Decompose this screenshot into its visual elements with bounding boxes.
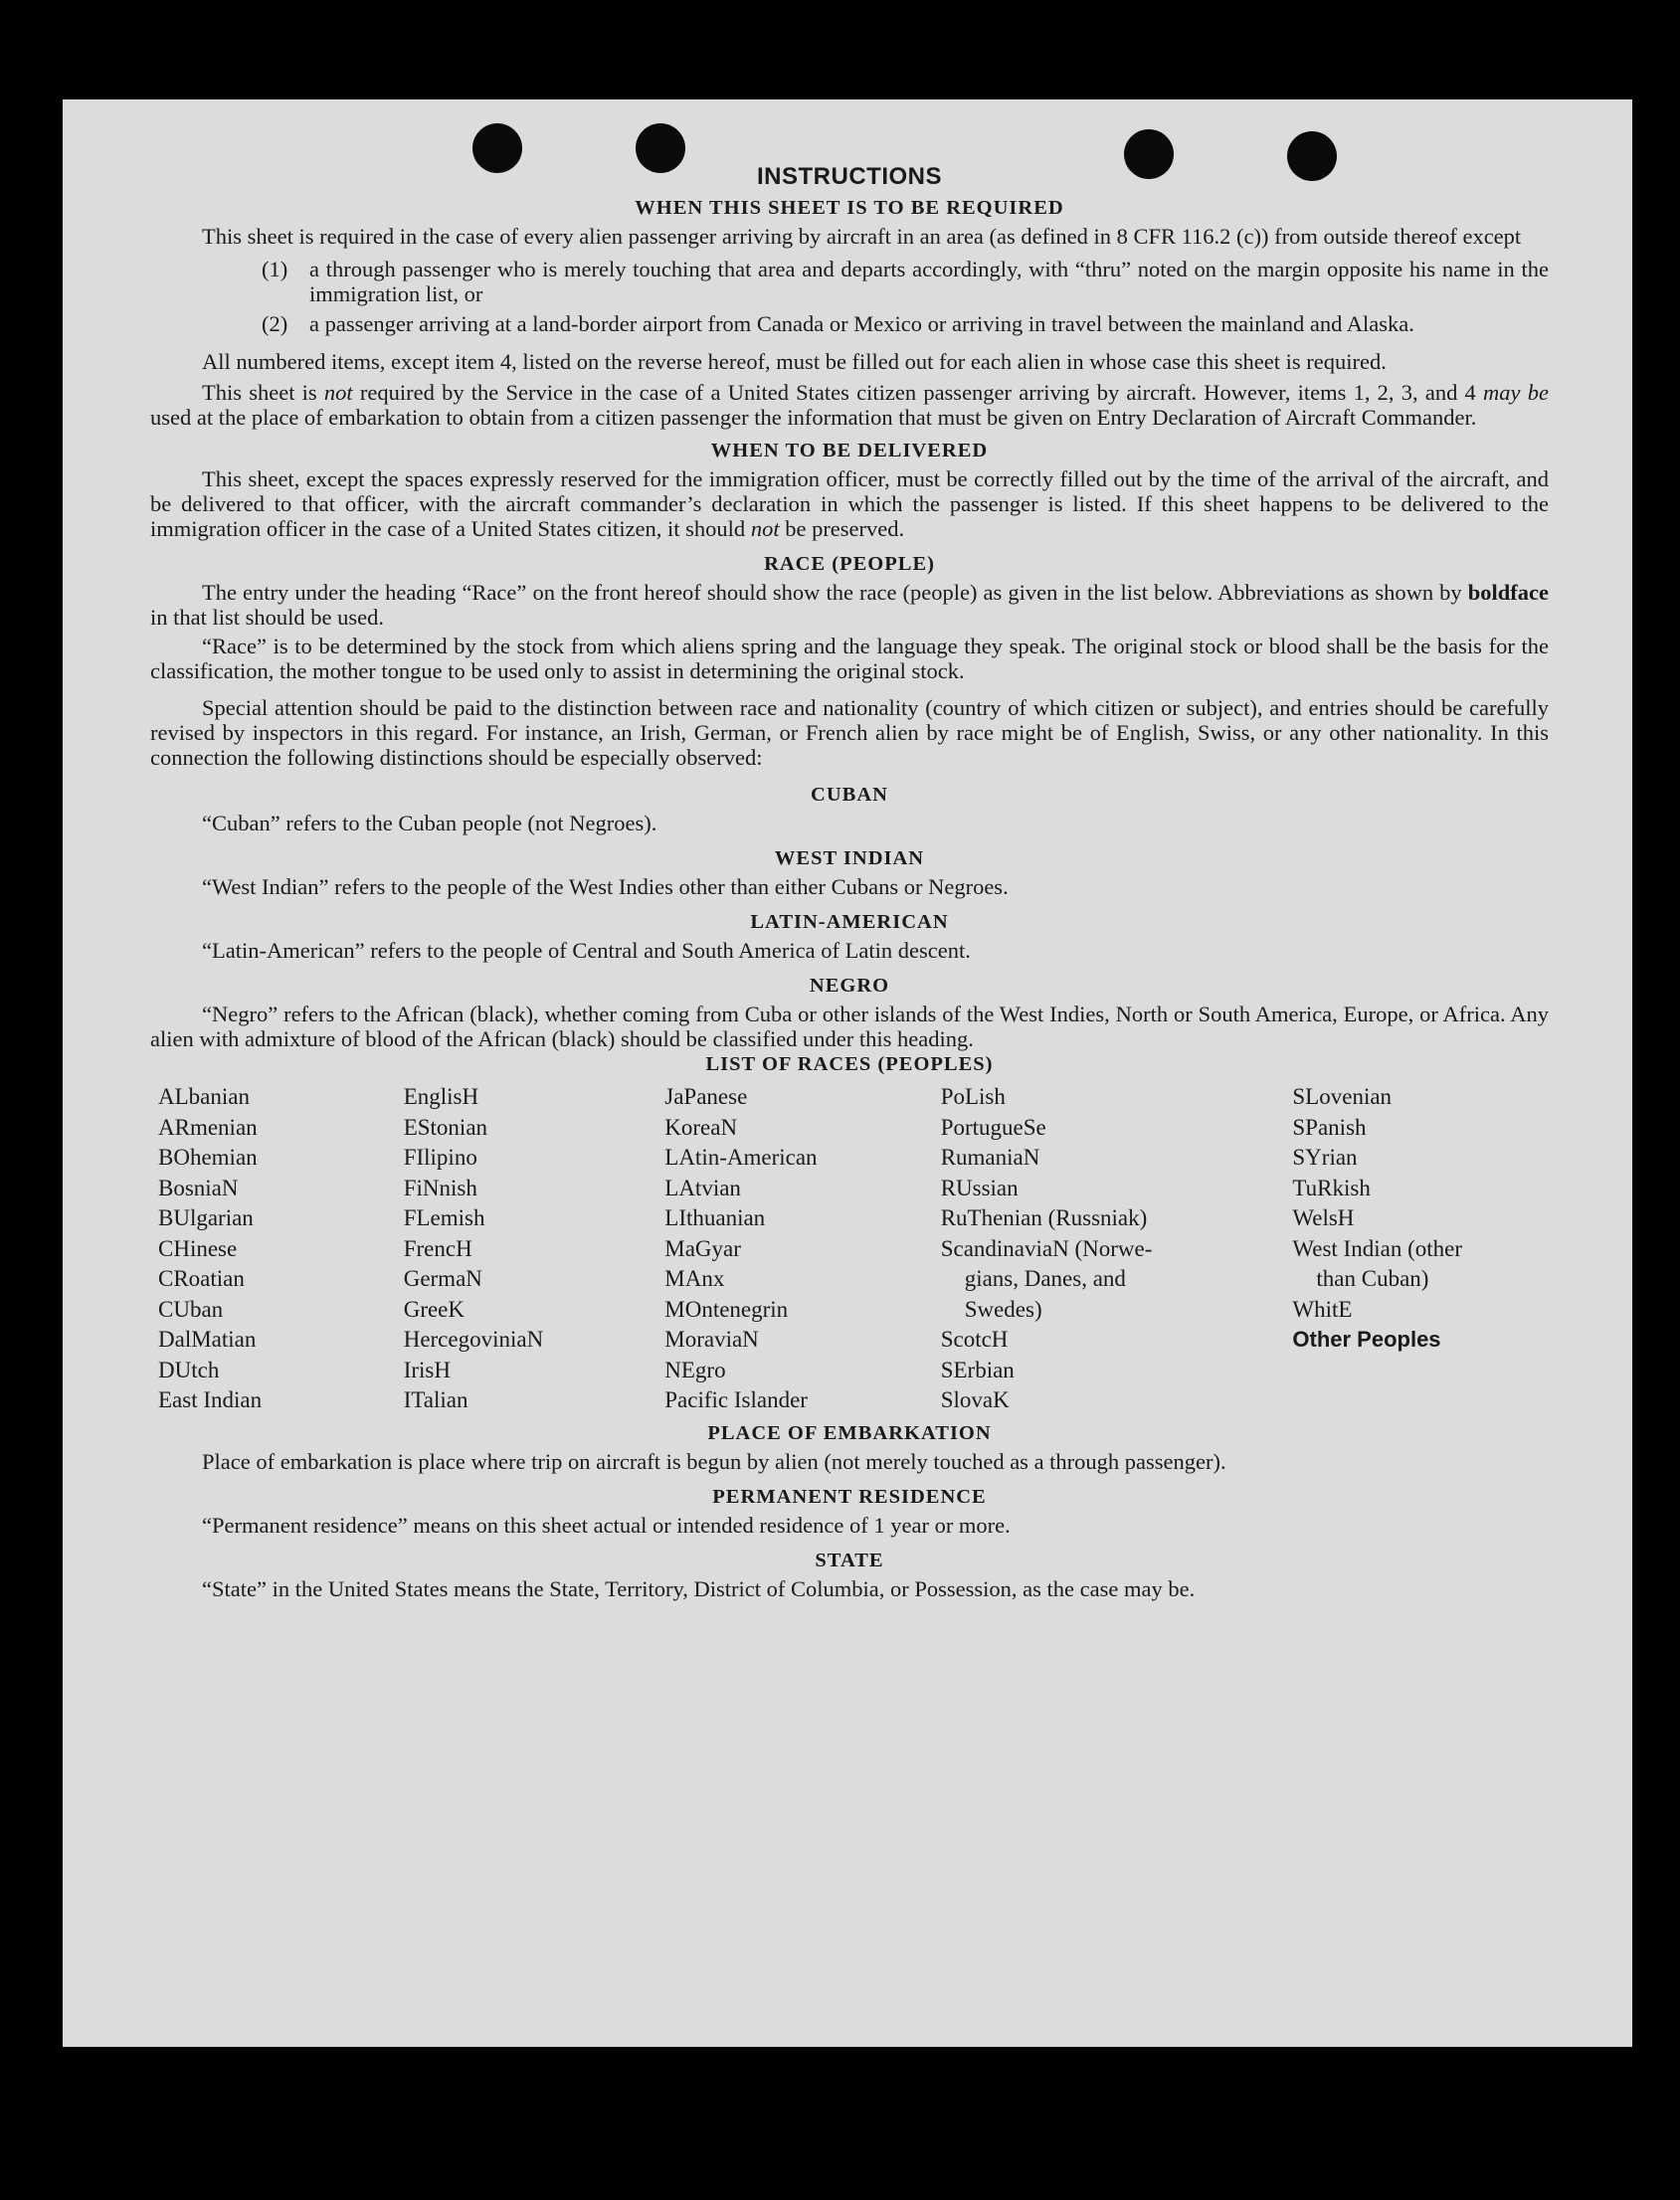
paragraph: “Cuban” refers to the Cuban people (not Negroes). [202, 811, 657, 835]
section-heading-race: RACE (PEOPLE) [764, 553, 935, 575]
race-column [1292, 1082, 1549, 1416]
race-entry: GermaN [403, 1266, 482, 1291]
paragraph: This sheet is required in the case of every alien passenger arriving by aircraft in an area (as defined in 8 CFR 116.2 (c)) from outside thereof except [202, 224, 1522, 249]
race-entry: MOntenegrin [664, 1296, 789, 1322]
race-entry: PoLish [940, 1084, 1006, 1109]
race-entry: SlovaK [940, 1387, 1010, 1412]
race-entry: CUban [158, 1296, 224, 1322]
race-entry: BosniaN [158, 1175, 239, 1200]
race-entry: CHinese [158, 1235, 238, 1261]
race-entry: Swedes) [964, 1296, 1042, 1322]
race-entry: MAnx [664, 1266, 725, 1291]
race-column [941, 1082, 1293, 1416]
race-entry: BUlgarian [158, 1205, 254, 1230]
exception-number: (2) [262, 311, 288, 336]
race-entry: EStonian [403, 1114, 488, 1140]
race-entry: IrisH [403, 1357, 451, 1382]
race-entry: LAtvian [664, 1175, 741, 1200]
section-heading-cuban: CUBAN [811, 784, 888, 806]
race-entry: SPanish [1292, 1114, 1367, 1140]
race-entry: SYrian [1292, 1145, 1358, 1170]
race-entry: WelsH [1292, 1205, 1355, 1230]
paragraph: This sheet, except the spaces expressly reserved for the immigration officer, must be correctly filled out by the time of the arrival of the aircraft, and be delivered to that officer, with the aircraft commander’s declaration in which the passenger is listed. If this sheet happens to be delivered to the immigration officer in the case of a United States citizen, it should not be preserved. [150, 466, 1549, 541]
race-entry: TuRkish [1292, 1175, 1371, 1200]
race-entry: West Indian (other [1292, 1235, 1462, 1261]
race-entry: NEgro [664, 1357, 726, 1382]
punch-hole [1124, 129, 1174, 179]
race-entry: HercegoviniaN [403, 1327, 544, 1352]
race-entry: SErbian [940, 1357, 1015, 1382]
section-heading-residence: PERMANENT RESIDENCE [712, 1485, 987, 1508]
race-entry: Other Peoples [1292, 1327, 1441, 1352]
paragraph: Place of embarkation is place where trip on aircraft is begun by alien (not merely touched as a through passenger). [202, 1448, 1226, 1474]
section-heading-west-indian: WEST INDIAN [774, 847, 925, 869]
race-column [664, 1082, 940, 1416]
punch-hole [1287, 131, 1337, 181]
document-page [63, 99, 1632, 2047]
exception-number: (1) [262, 257, 288, 281]
section-heading-negro: NEGRO [809, 975, 890, 997]
race-entry: ALbanian [158, 1084, 250, 1109]
race-entry: FLemish [403, 1205, 485, 1230]
race-entry: ITalian [403, 1387, 468, 1412]
race-entry: FIlipino [403, 1145, 477, 1170]
paragraph: “Permanent residence” means on this sheet actual or intended residence of 1 year or more. [202, 1512, 1011, 1538]
race-entry: than Cuban) [1316, 1266, 1429, 1291]
race-entry: LAtin-American [664, 1145, 818, 1170]
race-entry: GreeK [403, 1296, 465, 1322]
race-entry: SLovenian [1292, 1084, 1393, 1109]
race-entry: FrencH [403, 1235, 472, 1261]
section-heading-state: STATE [815, 1549, 884, 1571]
race-entry: ARmenian [158, 1114, 258, 1140]
race-entry: ScandinaviaN (Norwe- [940, 1235, 1153, 1261]
race-entry: DUtch [158, 1357, 220, 1382]
exception-item [262, 311, 1549, 336]
race-entry: EnglisH [403, 1084, 479, 1109]
race-entry: BOhemian [158, 1145, 258, 1170]
race-entry: ScotcH [940, 1327, 1009, 1352]
race-entry: DalMatian [158, 1327, 257, 1352]
race-entry: WhitE [1292, 1296, 1353, 1322]
exception-item [262, 257, 1549, 306]
paragraph: Special attention should be paid to the distinction between race and nationality (country of which citizen or subject), and entries should be carefully revised by inspectors in this regard. For instance, an Irish, German, or French alien by race might be of English, Swiss, or any other nationality. In this connection the following distinctions should be especially observed: [150, 695, 1549, 770]
race-entry: RuThenian (Russniak) [940, 1205, 1148, 1230]
paragraph: “Negro” refers to the African (black), whether coming from Cuba or other islands of the West Indies, North or South America, Europe, or Africa. Any alien with admixture of blood of the African (black) should be classified under this heading. [150, 1002, 1549, 1051]
section-heading-delivered: WHEN TO BE DELIVERED [710, 440, 989, 461]
section-heading-required: WHEN THIS SHEET IS TO BE REQUIRED [635, 197, 1064, 219]
paragraph: “West Indian” refers to the people of the West Indies other than either Cubans or Negroes. [202, 874, 1009, 899]
race-entry: PortugueSe [940, 1114, 1046, 1140]
page-title: INSTRUCTIONS [757, 163, 942, 190]
race-entry: JaPanese [664, 1084, 748, 1109]
race-entry: RUssian [940, 1175, 1019, 1200]
paragraph: “State” in the United States means the State, Territory, District of Columbia, or Possession, as the case may be. [202, 1575, 1196, 1601]
race-entry: gians, Danes, and [964, 1266, 1126, 1291]
exception-text: a through passenger who is merely touching that area and departs accordingly, with “thru” noted on the margin opposite his name in the immigration list, or [309, 257, 1549, 306]
race-entry: East Indian [158, 1387, 263, 1412]
paragraph: This sheet is not required by the Service in the case of a United States citizen passenger arriving by aircraft. However, items 1, 2, 3, and 4 may be used at the place of embarkation to obtain from a citizen passenger the information that must be given on Entry Declaration of Aircraft Commander. [150, 380, 1549, 430]
race-entry: RumaniaN [940, 1145, 1040, 1170]
exception-text: a passenger arriving at a land-border airport from Canada or Mexico or arriving in travel between the mainland and Alaska. [309, 311, 1414, 336]
race-entry: KoreaN [664, 1114, 738, 1140]
section-heading-embarkation: PLACE OF EMBARKATION [707, 1421, 992, 1444]
race-column [150, 1082, 404, 1416]
race-entry: MaGyar [664, 1235, 741, 1261]
race-entry: MoraviaN [664, 1327, 759, 1352]
race-entry: CRoatian [158, 1266, 245, 1291]
paragraph: “Race” is to be determined by the stock from which aliens spring and the language they speak. The original stock or blood shall be the basis for the classification, the mother tongue to be used only to assist in determining the original stock. [150, 634, 1549, 683]
race-entry: Pacific Islander [664, 1387, 808, 1412]
race-entry: FiNnish [403, 1175, 477, 1200]
race-column [404, 1082, 665, 1416]
punch-hole [636, 123, 685, 173]
section-heading-latin-american: LATIN-AMERICAN [750, 911, 949, 933]
paragraph: “Latin-American” refers to the people of Central and South America of Latin descent. [202, 938, 971, 963]
paragraph: The entry under the heading “Race” on the front hereof should show the race (people) as given in the list below. Abbreviations as shown by boldface in that list should be used. [150, 580, 1549, 630]
punch-hole [472, 123, 522, 173]
race-entry: LIthuanian [664, 1205, 766, 1230]
paragraph: All numbered items, except item 4, listed on the reverse hereof, must be filled out for each alien in whose case this sheet is required. [202, 349, 1387, 374]
race-list [150, 1082, 1549, 1416]
section-heading-list-of-races: LIST OF RACES (PEOPLES) [705, 1053, 994, 1075]
